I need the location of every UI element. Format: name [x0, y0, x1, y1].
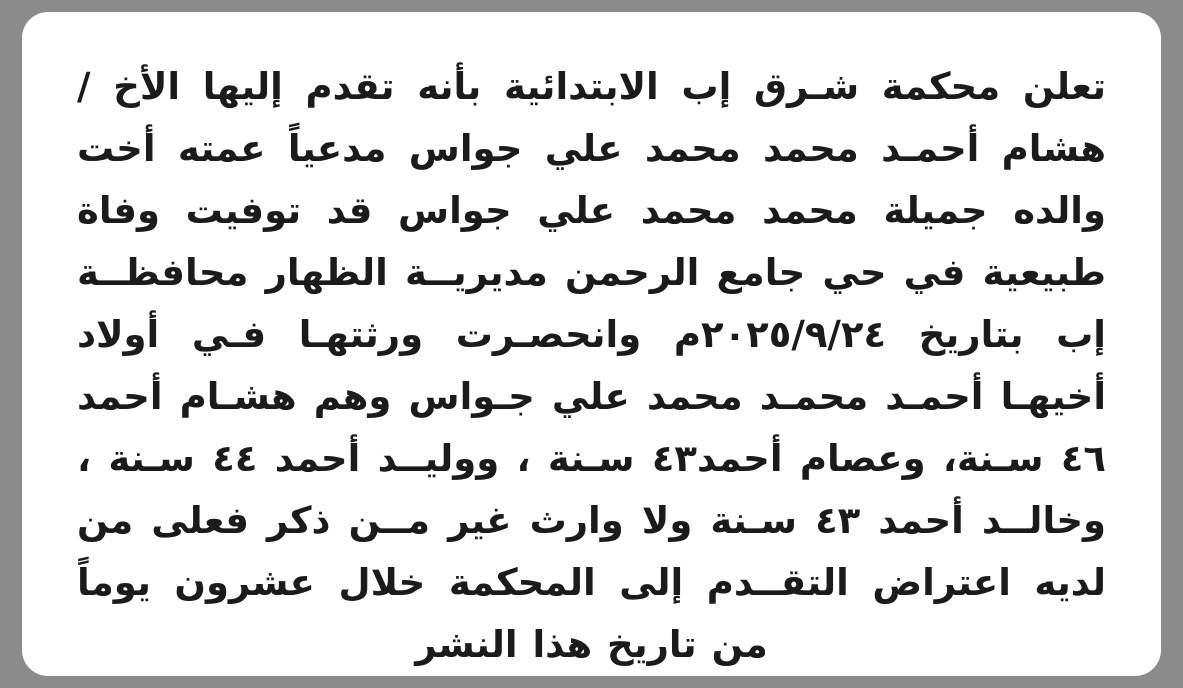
- notice-card: [22, 12, 1161, 676]
- notice-body-text: تعلن محكمة شـرق إب الابتدائية بأنه تقدم إليها الأخ /هشام أحمـد محمد محمد علي جواس مدعياً عمته أخت والده جميلة محمد محمد علي جواس قد توفيت وفاة طبيعية في حي جامع الرحمن مديريــة الظهار محافظــة إب بتاريخ ٢٠٢٥/٩/٢٤م وانحصـرت ورثتهـا فـي أولاد أخيهـا أحمـد محمـد محمد علي جـواس وهم هشـام أحمد ٤٦ سـنة، وعصام أحمد٤٣ سـنة ، ووليــد أحمد ٤٤ سـنة ، وخالــد أحمد ٤٣ سـنة ولا وارث غير مــن ذكر فعلى من لديه اعتراض التقــدم إلى المحكمة خلال عشرون يوماً من تاريخ هذا النشر: [62, 65, 1107, 666]
